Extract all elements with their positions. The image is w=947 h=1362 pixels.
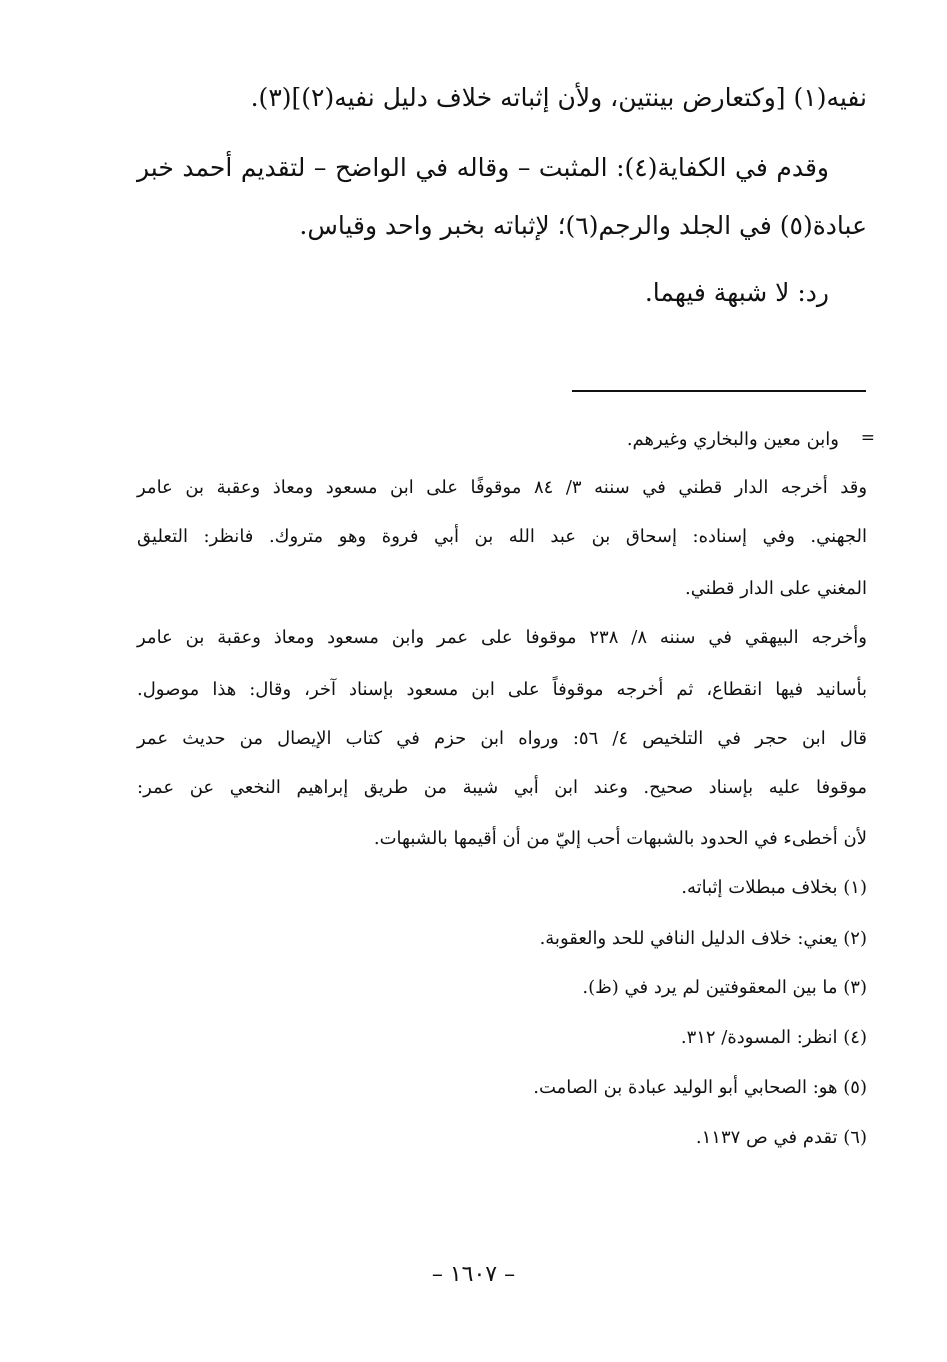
footnote-continuation-line-4: المغني على الدار قطني. (684, 578, 867, 599)
footnote-continuation-line-9: لأن أخطىء في الحدود بالشبهات أحب إليّ من أن أقيمها بالشبهات. (373, 828, 867, 849)
main-text-line-1: نفيه(١) [وكتعارض بينتين، ولأن إثباته خلاف دليل نفيه(٢)](٣). (250, 83, 867, 112)
footnote-continuation-line-7: قال ابن حجر في التلخيص ٤/ ٥٦: ورواه ابن حزم في كتاب الإيصال من حديث عمر (137, 728, 867, 749)
footnote-continuation-line-3: الجهني. وفي إسناده: إسحاق بن عبد الله بن أبي فروة وهو متروك. فانظر: التعليق (137, 526, 867, 547)
footnote-continuation-line-2: وقد أخرجه الدار قطني في سننه ٣/ ٨٤ موقوفًا على ابن مسعود ومعاذ وعقبة بن عامر (137, 477, 868, 498)
footnote-continuation-line-5: وأخرجه البيهقي في سننه ٨/ ٢٣٨ موقوفا على عمر وابن مسعود ومعاذ وعقبة بن عامر (137, 627, 867, 648)
main-text-line-4: رد: لا شبهة فيهما. (644, 278, 829, 307)
footnote-continuation-line-8: موقوفا عليه بإسناد صحيح. وعند ابن أبي شيبة من طريق إبراهيم النخعي عن عمر: (137, 777, 867, 798)
footnote-continuation-line-6: بأسانيد فيها انقطاع، ثم أخرجه موقوفاً على ابن مسعود بإسناد آخر، وقال: هذا موصول. (137, 679, 867, 700)
footnote-6: (٦) تقدم في ص ١١٣٧. (695, 1127, 867, 1148)
footnote-continuation-mark: = (860, 428, 875, 448)
footnote-continuation-line-1: وابن معين والبخاري وغيرهم. (626, 429, 839, 450)
footnote-5: (٥) هو: الصحابي أبو الوليد عبادة بن الصامت. (533, 1077, 867, 1098)
footnote-1: (١) بخلاف مبطلات إثباته. (681, 877, 867, 898)
page-number: – ١٦٠٧ – (431, 1262, 516, 1287)
main-text-line-2: وقدم في الكفاية(٤): المثبت – وقاله في الواضح – لتقديم أحمد خبر (137, 153, 829, 182)
footnote-3: (٣) ما بين المعقوفتين لم يرد في (ظ). (582, 977, 867, 998)
main-text-line-3: عبادة(٥) في الجلد والرجم(٦)؛ لإثباته بخبر واحد وقياس. (299, 211, 867, 240)
footnote-divider (572, 390, 866, 392)
footnote-4: (٤) انظر: المسودة/ ٣١٢. (680, 1027, 867, 1048)
footnote-2: (٢) يعني: خلاف الدليل النافي للحد والعقوبة. (539, 928, 867, 949)
